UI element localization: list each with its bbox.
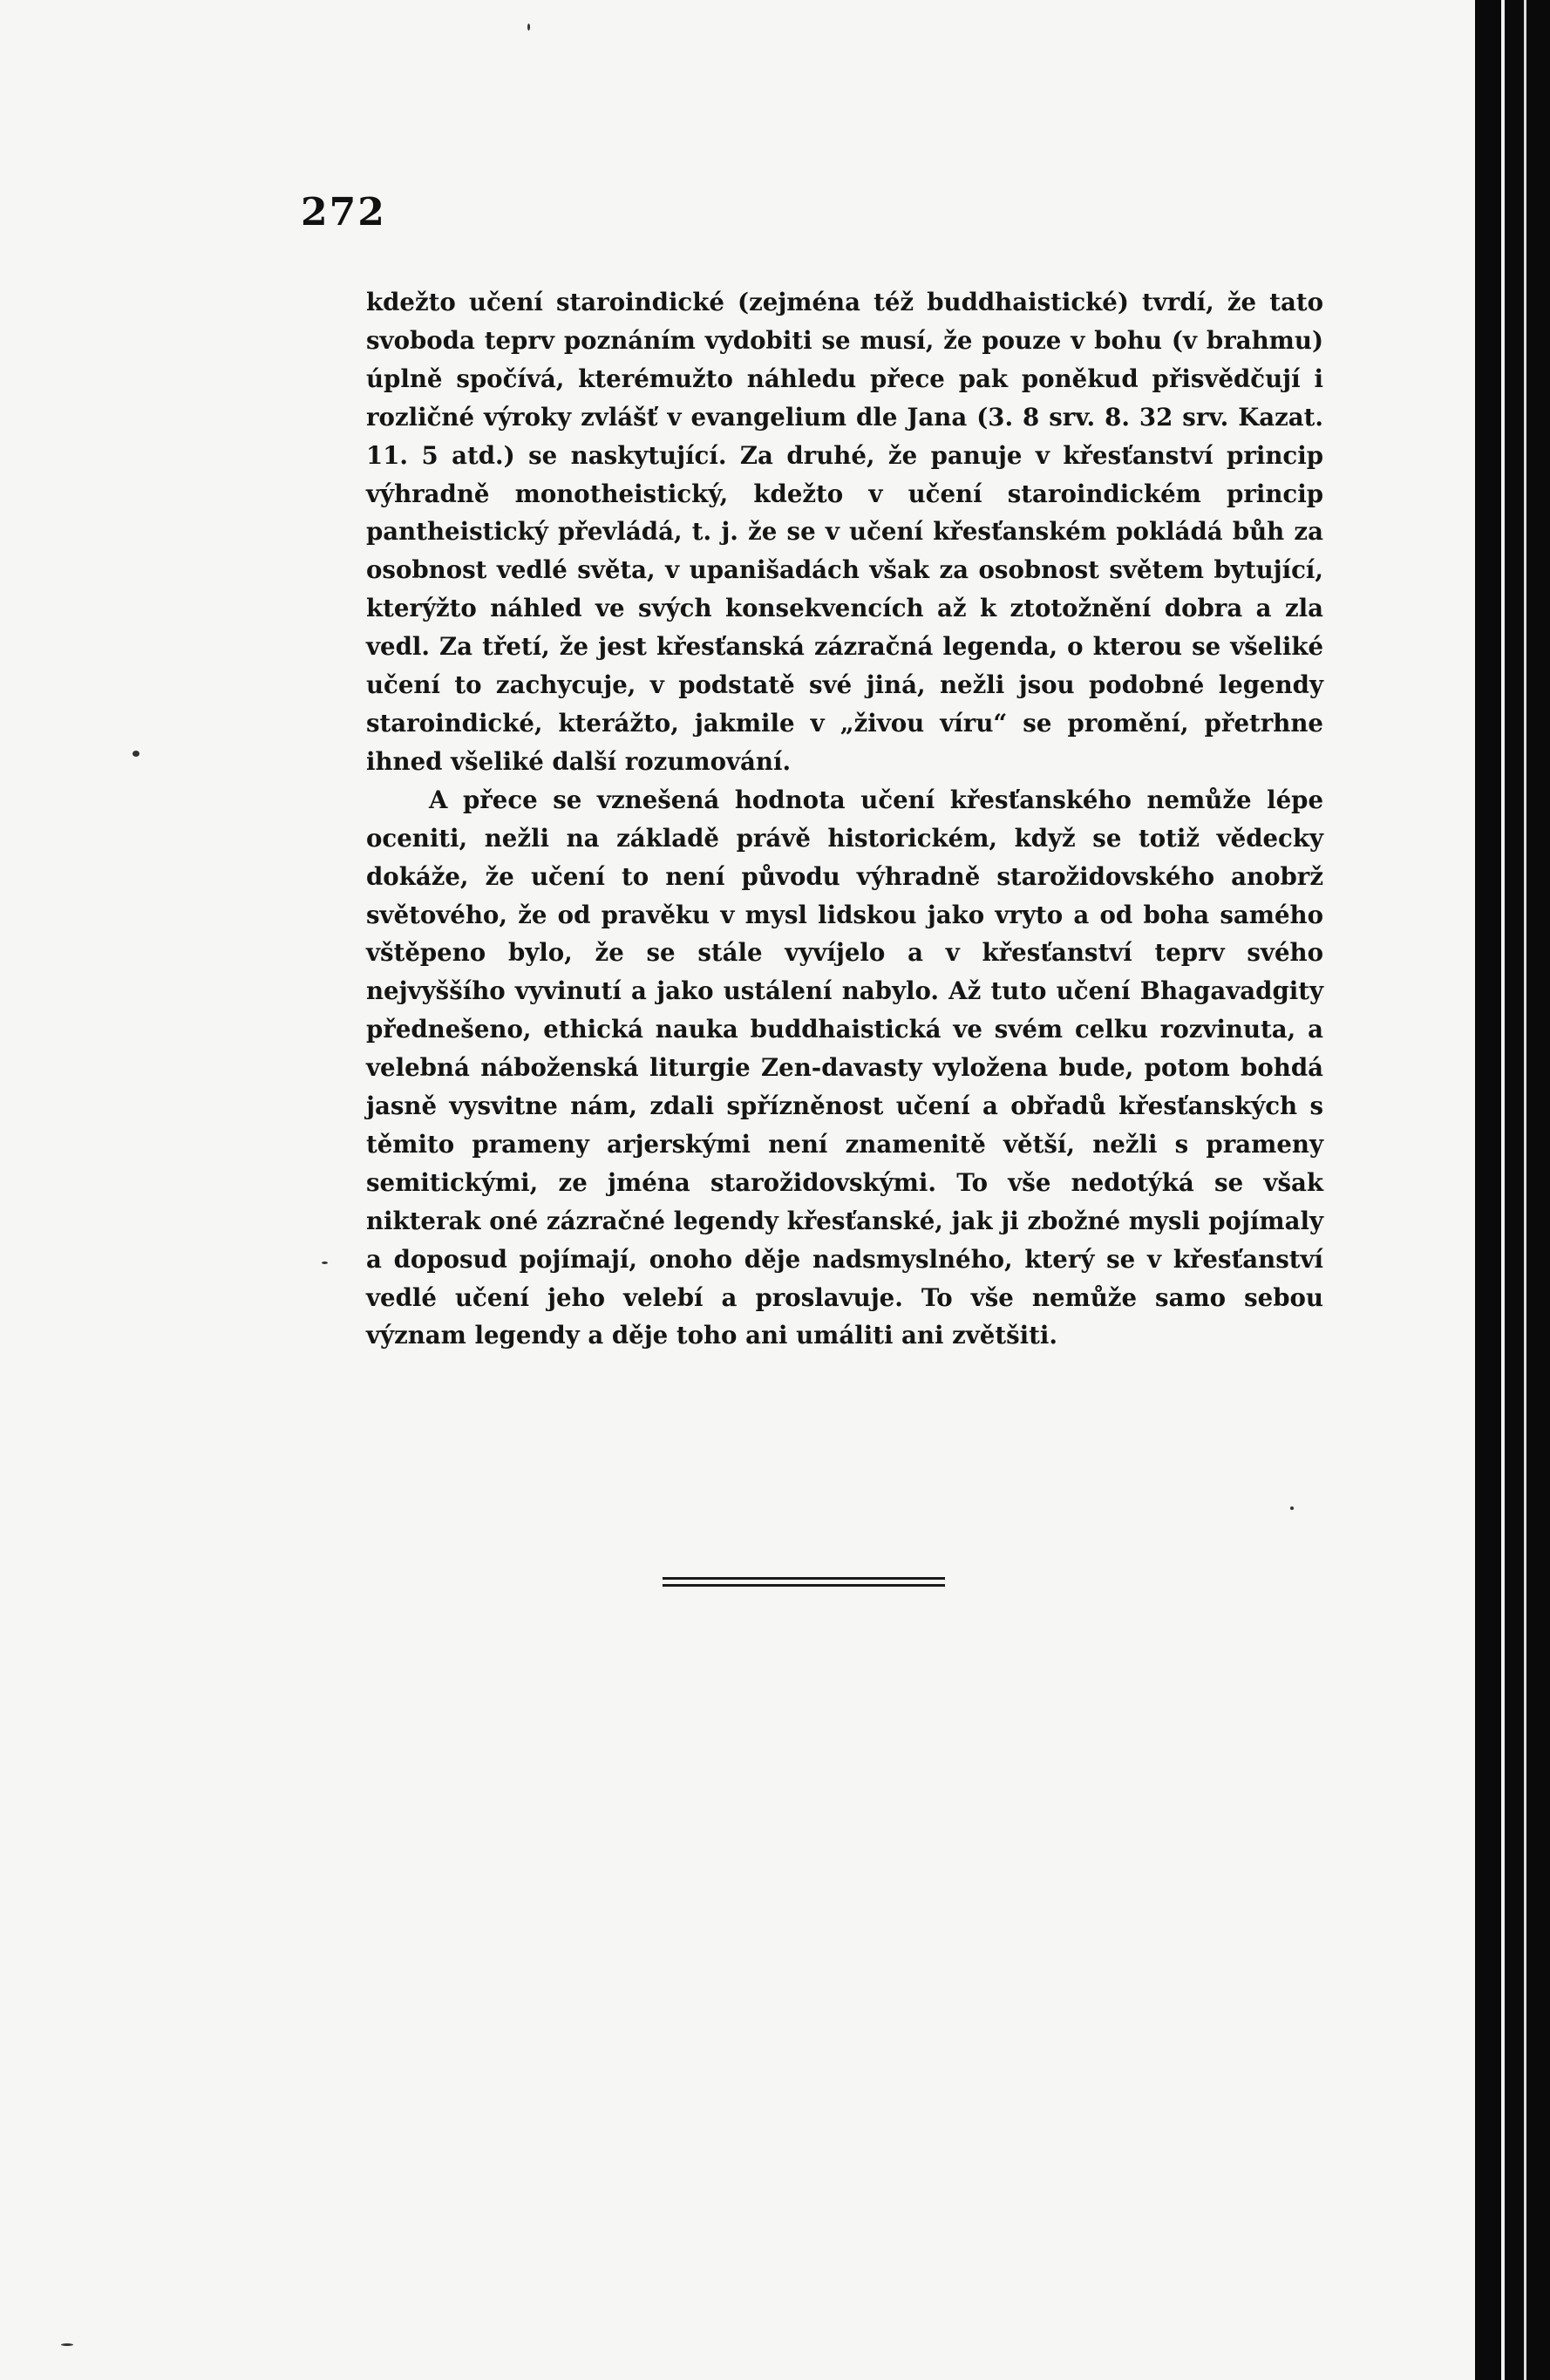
- paragraph-1: kdežto učení staroindické (zejména též buddhaistické) tvrdí, že tato svoboda teprv poznáním vydobiti se musí, že pouze v bohu (v brahmu) úplně spočívá, kterémužto náhledu přece pak poněkud přisvědčují i rozličné výroky zvlášť v evangelium dle Jana (3. 8 srv. 8. 32 srv. Kazat. 11. 5 atd.) se naskytující. Za druhé, že panuje v křesťanství princip výhradně monotheistický, kdežto v učení staroindickém princip pantheistický převládá, t. j. že se v učení křesťanském pokládá bůh za osobnost vedlé světa, v upanišadách však za osobnost světem bytující, kterýžto náhled ve svých konsekvencích až k ztotožnění dobra a zla vedl. Za třetí, že jest křesťanská zázračná legenda, o kterou se všeliké učení to zachycuje, v podstatě své jiná, nežli jsou podobné legendy staroindické, kterážto, jakmile v „živou víru“ se promění, přetrhne ihned všeliké další rozumování.: [366, 288, 1323, 776]
- scan-edge-line: [1524, 0, 1526, 2380]
- body-text: [366, 283, 1323, 1355]
- margin-speck: [1290, 1506, 1294, 1510]
- end-rule-top: [663, 1577, 945, 1580]
- scan-edge-line: [1501, 0, 1505, 2380]
- page-number: 272: [301, 190, 386, 235]
- margin-speck: [527, 24, 530, 31]
- margin-speck: [133, 751, 139, 757]
- margin-speck: [61, 2343, 73, 2346]
- scan-edge: [1475, 0, 1550, 2380]
- paragraph-2: A přece se vznešená hodnota učení křesťanského nemůže lépe oceniti, nežli na základě právě historickém, když se totiž vědecky dokáže, že učení to není původu výhradně starožidovského anobrž světového, že od pravěku v mysl lidskou jako vryto a od boha samého vštěpeno bylo, že se stále vyvíjelo a v křesťanství teprv svého nejvyššího vyvinutí a jako ustálení nabylo. Až tuto učení Bhagavadgity přednešeno, ethická nauka buddhaistická ve svém celku rozvinuta, a velebná náboženská liturgie Zen-davasty vyložena bude, potom bohdá jasně vysvitne nám, zdali spřízněnost učení a obřadů křesťanských s těmito prameny arjerskými není znamenitě větší, nežli s prameny semitickými, ze jména starožidovskými. To vše nedotýká se však nikterak oné zázračné legendy křesťanské, jak ji zbožné mysli pojímaly a doposud pojímají, onoho děje nadsmyslného, který se v křesťanství vedlé učení jeho velebí a proslavuje. To vše nemůže samo sebou význam legendy a děje toho ani umáliti ani zvětšiti.: [366, 785, 1323, 1350]
- end-rule-bottom: [663, 1584, 945, 1587]
- margin-speck: [322, 1261, 328, 1264]
